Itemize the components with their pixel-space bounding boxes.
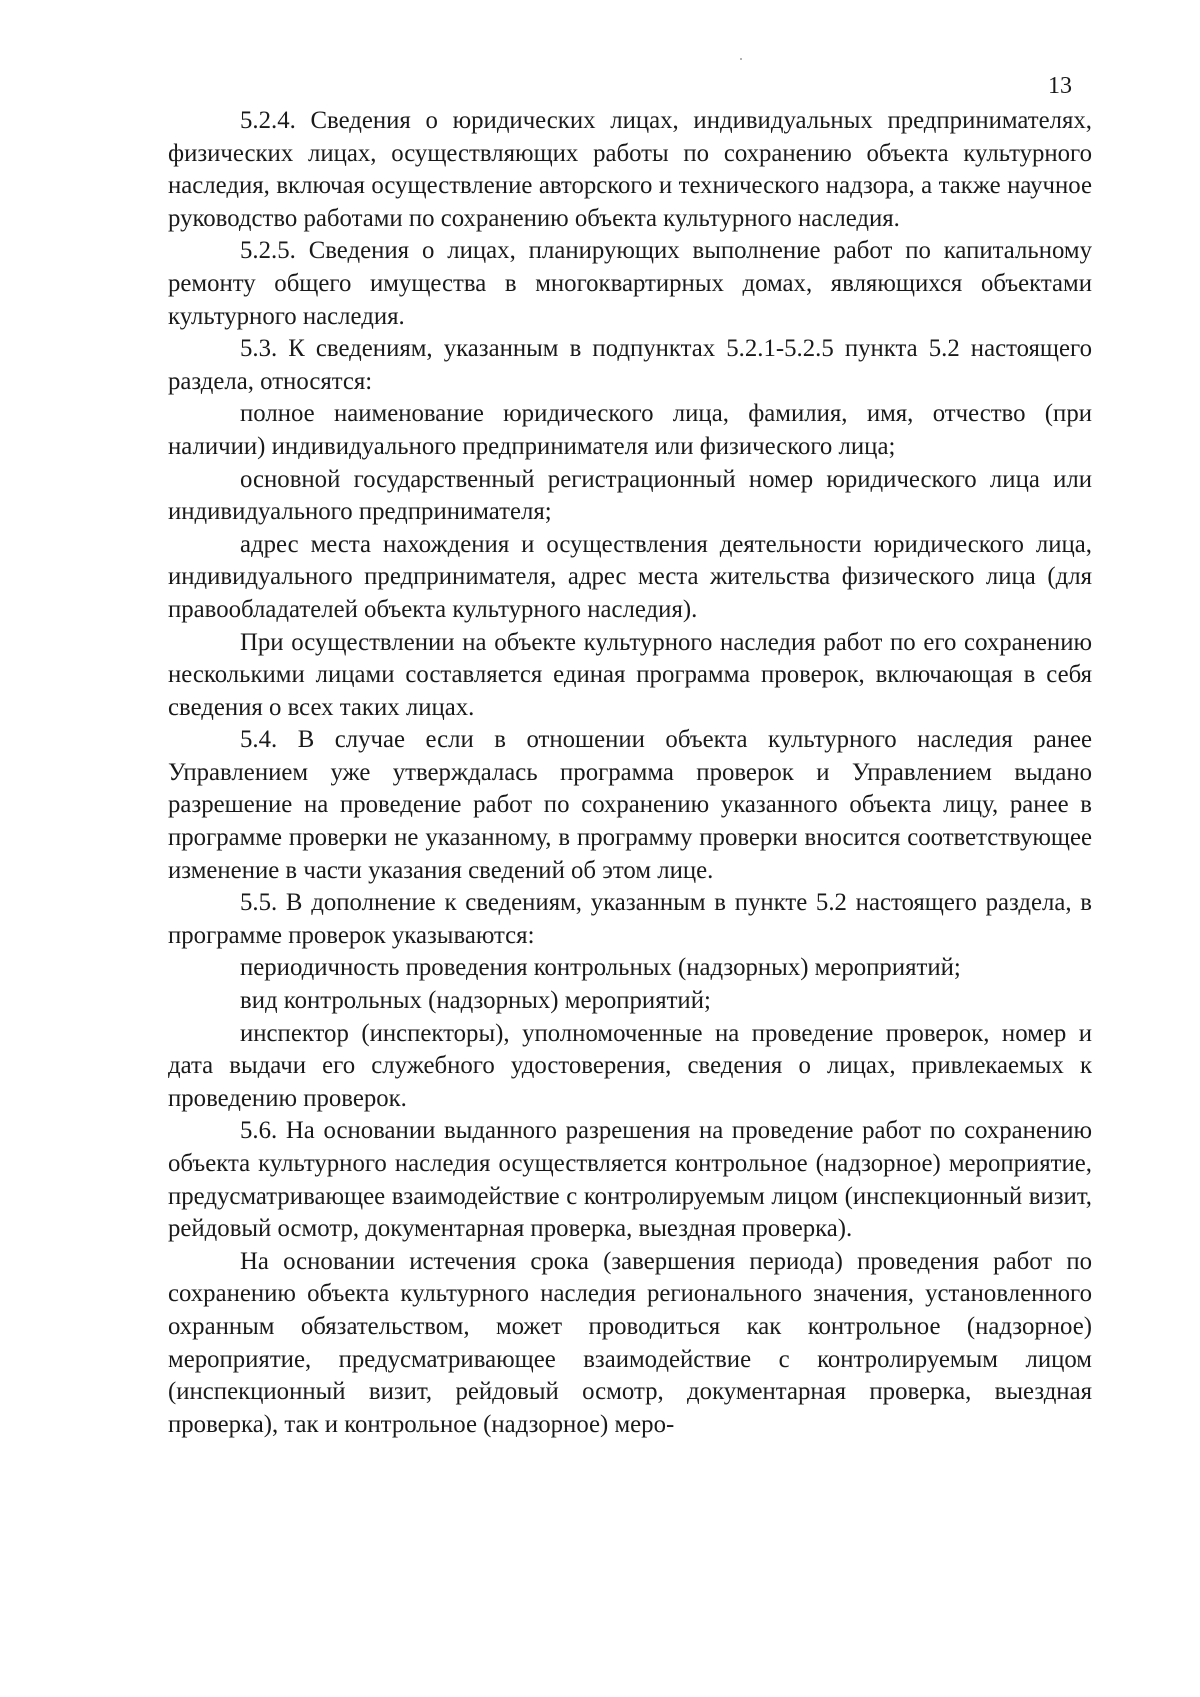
paragraph-5-5: 5.5. В дополнение к сведениям, указанным в пункте 5.2 настоящего раздела, в программе проверок указываются: (168, 889, 1092, 949)
paragraph-5-5-item-periodicity: периодичность проведения контрольных (надзорных) мероприятий; (240, 954, 961, 982)
page-number: 13 (1048, 73, 1072, 99)
paragraph-5-3-item-address: адрес места нахождения и осуществления деятельности юридического лица, индивидуального предпринимателя, адрес места жительства физического лица (для правообладателей объекта культурного наследия). (168, 530, 1092, 623)
paragraph-5-3-item-name: полное наименование юридического лица, фамилия, имя, отчество (при наличии) индивидуального предпринимателя или физического лица; (168, 400, 1092, 460)
paragraph-5-3-item-ogrn: основной государственный регистрационный номер юридического лица или индивидуального предпринимателя; (168, 465, 1092, 526)
paragraph-single-program: При осуществлении на объекте культурного наследия работ по его сохранению несколькими лицами составляется единая программа проверок, включающая в себя сведения о всех таких лицах. (168, 628, 1092, 721)
scan-speck (740, 58, 742, 60)
paragraph-5-3: 5.3. К сведениям, указанным в подпунктах 5.2.1-5.2.5 пункта 5.2 настоящего раздела, относятся: (168, 335, 1092, 395)
paragraph-5-6: 5.6. На основании выданного разрешения на проведение работ по сохранению объекта культурного наследия осуществляется контрольное (надзорное) мероприятие, предусматривающее взаимодействие с контролируемым лицом (инспекционный визит, рейдовый осмотр, документарная проверка, выездная проверка). (168, 1117, 1092, 1243)
paragraph-5-5-item-inspectors: инспектор (инспекторы), уполномоченные на проведение проверок, номер и дата выдачи его служебного удостоверения, сведения о лицах, привлекаемых к проведению проверок. (168, 1019, 1092, 1112)
paragraph-5-2-4: 5.2.4. Сведения о юридических лицах, индивидуальных предпринимателях, физических лицах, осуществляющих работы по сохранению объекта культурного наследия, включая осуществление авторского и технического надзора, а также научное руководство работами по сохранению объекта культурного наследия. (168, 107, 1092, 232)
paragraph-5-2-5: 5.2.5. Сведения о лицах, планирующих выполнение работ по капитальному ремонту общего имущества в многоквартирных домах, являющихся объектами культурного наследия. (168, 237, 1092, 330)
paragraph-5-6-expiry: На основании истечения срока (завершения периода) проведения работ по сохранению объекта культурного наследия регионального значения, установленного охранным обязательством, может проводиться как контрольное (надзорное) мероприятие, предусматривающее взаимодействие с контролируемым лицом (инспекционный визит, рейдовый осмотр, документарная проверка, выездная проверка), так и контрольное (надзорное) меро- (168, 1247, 1092, 1438)
document-body (168, 105, 1092, 1441)
paragraph-5-4: 5.4. В случае если в отношении объекта культурного наследия ранее Управлением уже утверждалась программа проверок и Управлением выдано разрешение на проведение работ по сохранению указанного объекта лицу, ранее в программе проверки не указанному, в программу проверки вносится соответствующее изменение в части указания сведений об этом лице. (168, 726, 1092, 884)
paragraph-5-5-item-type: вид контрольных (надзорных) мероприятий; (240, 987, 711, 1015)
